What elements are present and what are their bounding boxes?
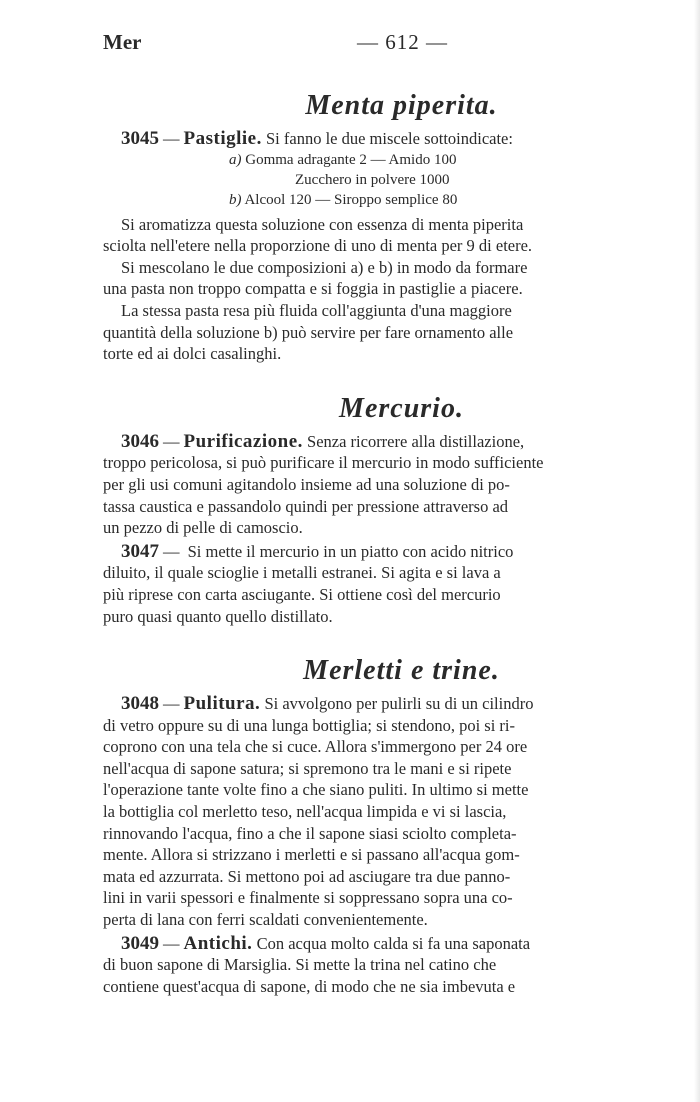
entry-dash: — (163, 129, 180, 148)
entry-dash: — (163, 694, 180, 714)
entry-dash: — (163, 541, 180, 561)
text-line: quantità della soluzione b) può servire per fare ornamento alle (103, 322, 514, 342)
entry-3049-first-line (103, 933, 700, 955)
text-line: perta di lana con ferri scaldati convenientemente. (103, 910, 428, 930)
entry-3048-first-line (103, 693, 700, 715)
recipe-text: Zucchero in polvere 1000 (295, 171, 450, 188)
text-line: per gli usi comuni agitandolo insieme ad una soluzione di po- (103, 474, 510, 494)
page-number: — 612 — (357, 30, 448, 54)
text-line: di vetro oppure su di una lunga bottiglia; si stendono, poi si ri- (103, 715, 515, 735)
recipe-label: a) (229, 151, 242, 168)
running-head: Mer (103, 30, 142, 54)
entry-number: 3046 (121, 430, 159, 452)
text-line: rinnovando l'acqua, fino a che il sapone siasi sciolto completa- (103, 823, 517, 843)
text-line: la bottiglia col merletto teso, nell'acqua limpida e vi si lascia, (103, 802, 507, 822)
section-title-mercurio: Mercurio. (339, 392, 464, 424)
recipe-line-a (103, 150, 700, 170)
recipe-line-b (103, 190, 700, 210)
page-header (103, 30, 690, 60)
text-line: coprono con una tela che si cuce. Allora s'immergono per 24 ore (103, 737, 528, 757)
text-line: contiene quest'acqua di sapone, di modo che ne sia imbevuta e (103, 976, 516, 996)
recipe-line-a-cont (103, 170, 700, 190)
entry-keyword: Pastiglie. (183, 128, 262, 149)
entry-keyword: Antichi. (183, 932, 253, 954)
text-line: di buon sapone di Marsiglia. Si mette la trina nel catino che (103, 955, 497, 975)
page-body (103, 86, 700, 997)
text-line: l'operazione tante volte fino a che siano puliti. In ultimo si mette (103, 780, 529, 800)
entry-number: 3047 (121, 540, 159, 562)
entry-number: 3045 (121, 128, 159, 149)
text-line: diluito, il quale scioglie i metalli estranei. Si agita e si lava a (103, 563, 501, 583)
entry-first-line-text: Si mette il mercurio in un piatto con acido nitrico (187, 541, 514, 561)
entry-first-line-text: Senza ricorrere alla distillazione, (307, 431, 525, 451)
recipe-text: Gomma adragante 2 — Amido 100 (245, 151, 457, 168)
recipe-text: Alcool 120 — Siroppo semplice 80 (244, 191, 458, 208)
text-line: puro quasi quanto quello distillato. (103, 606, 333, 626)
entry-first-line-text: Si avvolgono per pulirli su di un cilindro (264, 694, 534, 714)
entry-3045-first-line (103, 128, 700, 150)
section-title-merletti-e-trine: Merletti e trine. (303, 655, 500, 687)
text-line: torte ed ai dolci casalinghi. (103, 344, 282, 364)
text-line: La stessa pasta resa più fluida coll'aggiunta d'una maggiore (121, 300, 512, 320)
entry-number: 3048 (121, 693, 159, 715)
entry-3046-first-line (103, 431, 700, 453)
entry-first-line-text: Con acqua molto calda si fa una saponata (256, 933, 531, 953)
text-line: una pasta non troppo compatta e si foggia in pastiglie a piacere. (103, 279, 523, 299)
entry-keyword: Pulitura. (183, 693, 261, 715)
text-line: mata ed azzurrata. Si mettono poi ad asciugare tra due panno- (103, 866, 511, 886)
entry-first-line-text: Si fanno le due miscele sottoindicate: (265, 129, 513, 148)
text-line: nell'acqua di sapone satura; si spremono tra le mani e si ripete (103, 758, 512, 778)
text-line: Si aromatizza questa soluzione con essenza di menta piperita (121, 214, 524, 234)
entry-3047-first-line (103, 541, 700, 563)
entry-keyword: Purificazione. (183, 430, 303, 452)
text-line: più riprese con carta asciugante. Si ottiene così del mercurio (103, 584, 501, 604)
text-line: Si mescolano le due composizioni a) e b) in modo da formare (121, 257, 528, 277)
entry-dash: — (163, 933, 180, 953)
text-line: lini in varii spessori e finalmente si soppressano sopra una co- (103, 888, 513, 908)
entry-dash: — (163, 431, 180, 451)
text-line: sciolta nell'etere nella proporzione di uno di menta per 9 di etere. (103, 236, 533, 256)
text-line: tassa caustica e passandolo quindi per pressione attraverso ad (103, 496, 509, 516)
text-line: troppo pericolosa, si può purificare il mercurio in modo sufficiente (103, 453, 544, 473)
section-title-menta-piperita: Menta piperita. (305, 90, 498, 121)
entry-number: 3049 (121, 932, 159, 954)
text-line: mente. Allora si strizzano i merletti e si passano all'acqua gom- (103, 845, 520, 865)
text-line: un pezzo di pelle di camoscio. (103, 518, 303, 538)
recipe-label: b) (229, 191, 242, 208)
